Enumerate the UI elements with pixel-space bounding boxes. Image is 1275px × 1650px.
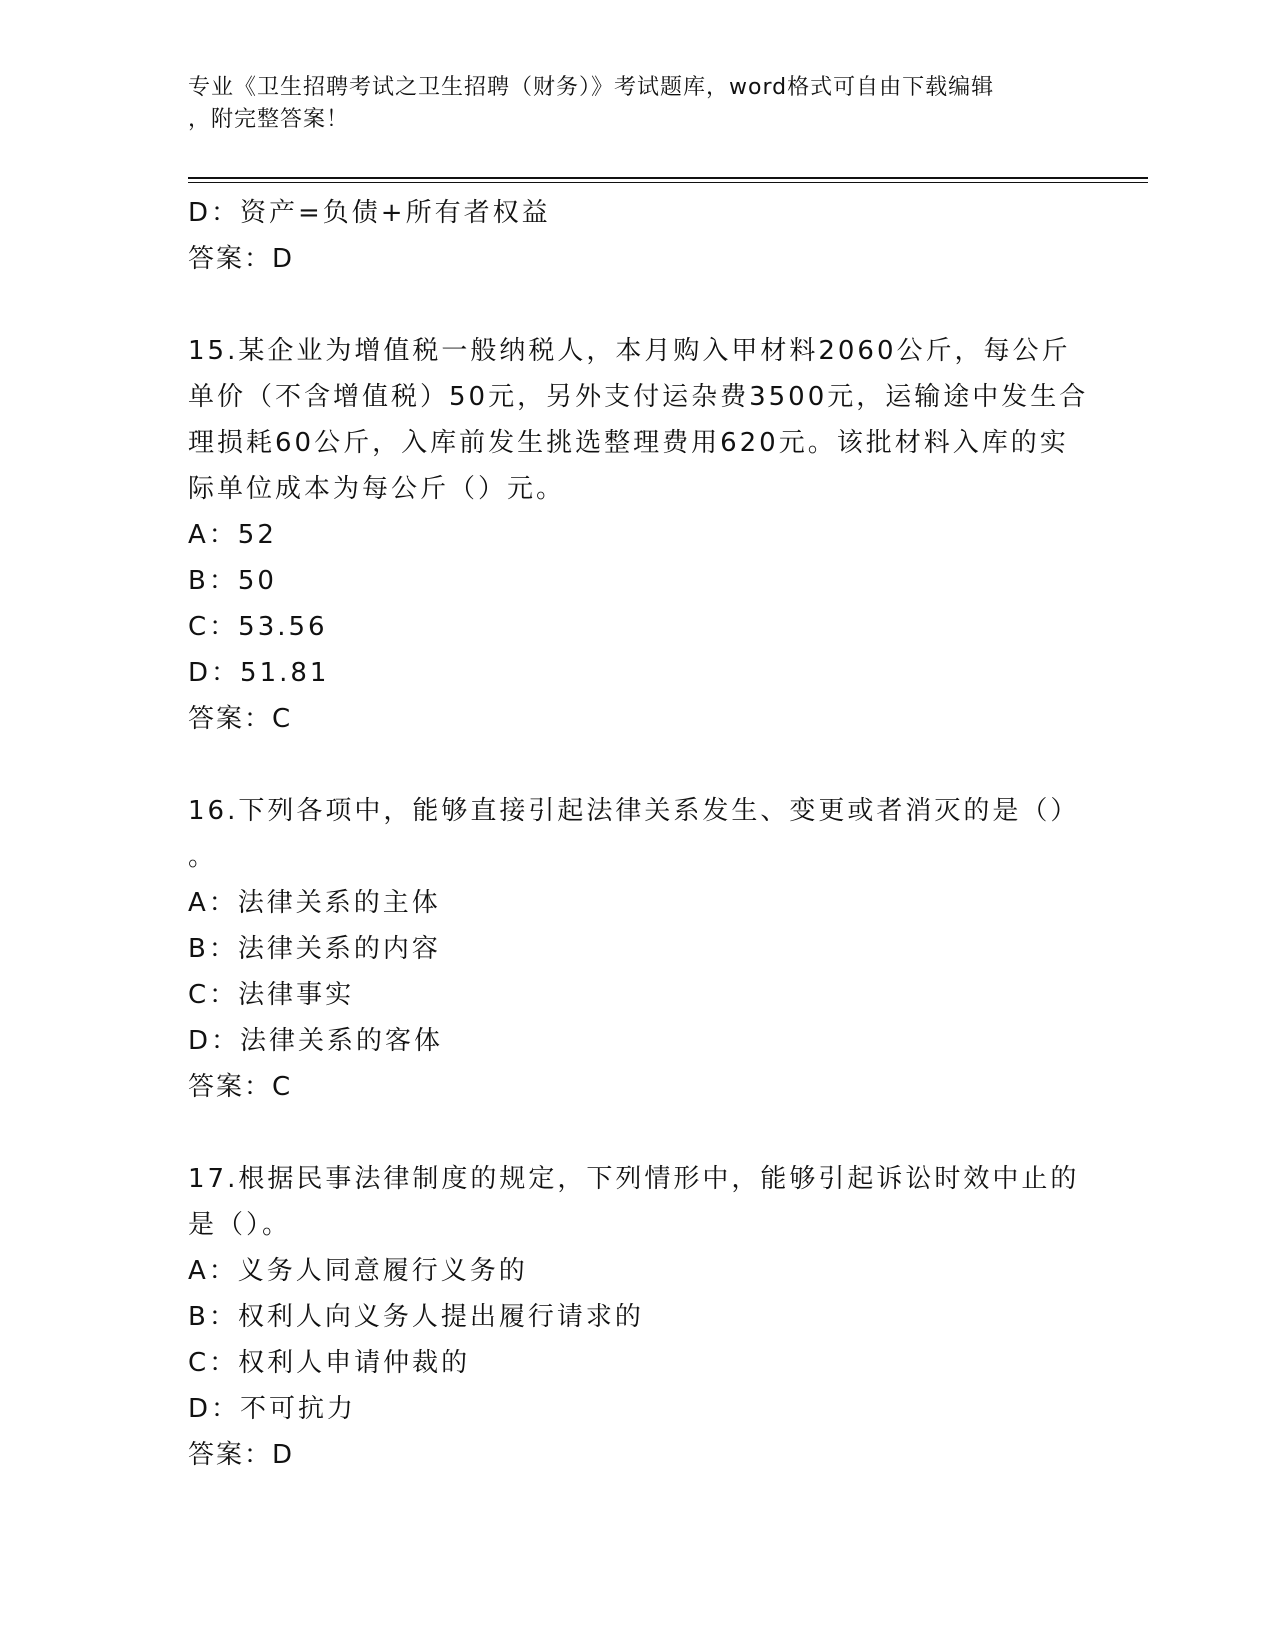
option-c: C：53.56 (188, 612, 328, 642)
answer: 答案：C (188, 1072, 293, 1102)
question-text-line: 是（）。 (188, 1210, 292, 1240)
question-text-line: 理损耗60公斤，入库前发生挑选整理费用620元。该批材料入库的实 (188, 428, 1069, 458)
option-b: B：权利人向义务人提出履行请求的 (188, 1302, 644, 1332)
option-d: D：51.81 (188, 658, 330, 688)
option-b: B：法律关系的内容 (188, 934, 441, 964)
option-a: A：52 (188, 520, 277, 550)
option-d: D：资产=负债+所有者权益 (188, 198, 551, 228)
option-d: D：法律关系的客体 (188, 1026, 444, 1056)
question-text-line: 15.某企业为增值税一般纳税人，本月购入甲材料2060公斤，每公斤 (188, 336, 1071, 366)
option-c: C：权利人申请仲裁的 (188, 1348, 471, 1378)
option-b: B：50 (188, 566, 277, 596)
question-17 (188, 1156, 1088, 1478)
question-text-line: 。 (188, 842, 218, 872)
header-divider-thin (188, 182, 1148, 183)
spacer (188, 742, 1088, 788)
question-text-line: 际单位成本为每公斤（）元。 (188, 474, 566, 504)
answer: 答案：D (188, 244, 295, 274)
option-a: A：法律关系的主体 (188, 888, 441, 918)
document-header (188, 72, 1088, 136)
question-text-line: 17.根据民事法律制度的规定，下列情形中，能够引起诉讼时效中止的 (188, 1164, 1080, 1194)
question-text-line: 单价（不含增值税）50元，另外支付运杂费3500元，运输途中发生合 (188, 382, 1089, 412)
answer: 答案：C (188, 704, 293, 734)
spacer (188, 282, 1088, 328)
header-line-2: ，附完整答案！ (188, 107, 350, 132)
answer: 答案：D (188, 1440, 295, 1470)
question-15 (188, 328, 1088, 742)
question-content (188, 190, 1088, 1478)
option-c: C：法律事实 (188, 980, 355, 1010)
question-16 (188, 788, 1088, 1110)
option-a: A：义务人同意履行义务的 (188, 1256, 528, 1286)
spacer (188, 1110, 1088, 1156)
option-d: D：不可抗力 (188, 1394, 357, 1424)
question-text-line: 16.下列各项中，能够直接引起法律关系发生、变更或者消灭的是（） (188, 796, 1080, 826)
header-line-1: 专业《卫生招聘考试之卫生招聘（财务）》考试题库，word格式可自由下载编辑 (188, 75, 995, 100)
header-divider-thick (188, 177, 1148, 179)
